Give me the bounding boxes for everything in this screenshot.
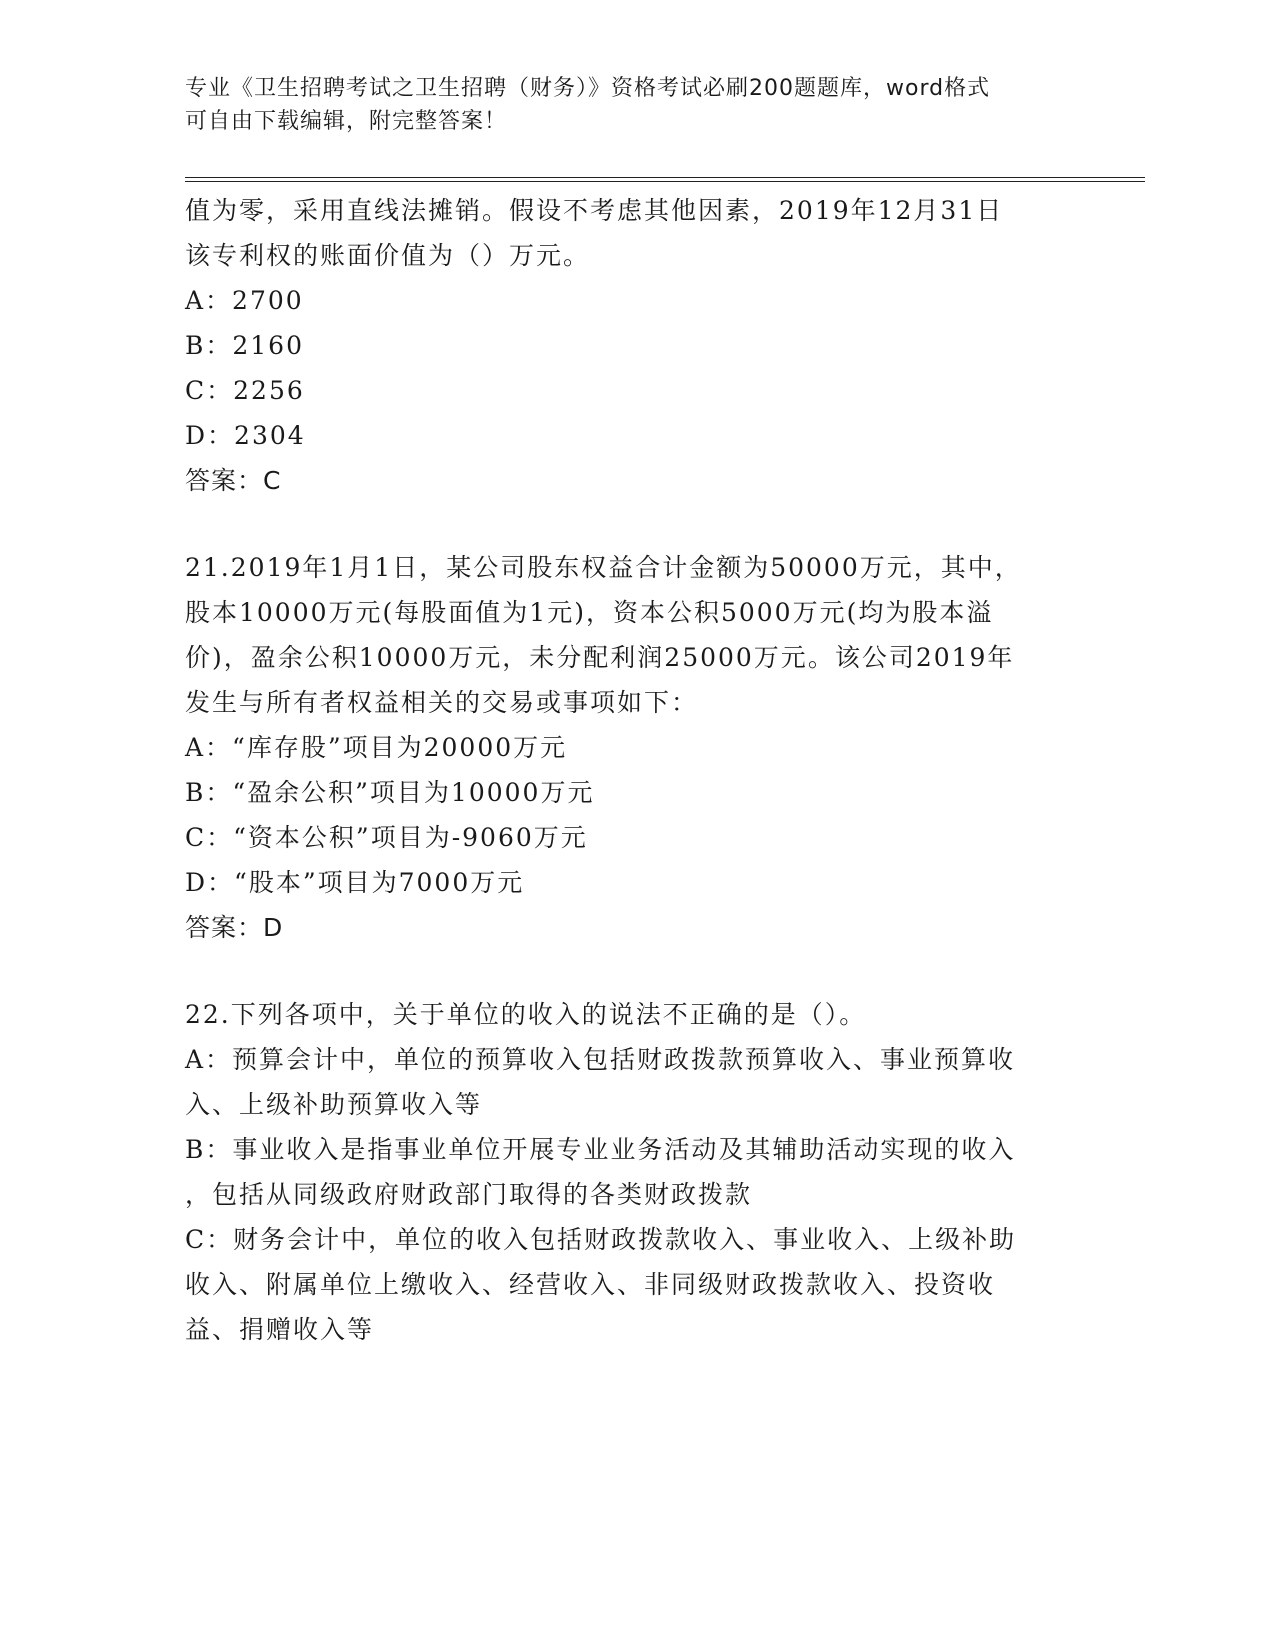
header-title-line-2: 可自由下载编辑，附完整答案！ [185, 109, 508, 134]
q21-option-a: A：“库存股”项目为20000万元 [185, 733, 568, 762]
q21-stem-line: 股本10000万元(每股面值为1元)，资本公积5000万元(均为股本溢 [185, 598, 994, 627]
header-divider [185, 177, 1145, 182]
q21-option-b: B：“盈余公积”项目为10000万元 [185, 778, 595, 807]
q20-answer: 答案：C [185, 466, 282, 495]
question-spacer [185, 950, 1085, 992]
page-header [185, 72, 1065, 138]
q21-stem-line: 21.2019年1月1日，某公司股东权益合计金额为50000万元，其中， [185, 553, 1022, 582]
q22-option-c-cont: 益、捐赠收入等 [185, 1315, 375, 1344]
q20-stem-line: 该专利权的账面价值为（）万元。 [185, 241, 591, 270]
q21-stem-line: 发生与所有者权益相关的交易或事项如下： [185, 688, 699, 717]
header-title-line-1: 专业《卫生招聘考试之卫生招聘（财务）》资格考试必刷200题题库，word格式 [185, 76, 991, 101]
q20-option-b: B：2160 [185, 331, 304, 360]
q20-stem-line: 值为零，采用直线法摊销。假设不考虑其他因素，2019年12月31日 [185, 196, 1004, 225]
q22-option-b: B：事业收入是指事业单位开展专业业务活动及其辅助活动实现的收入 [185, 1135, 1016, 1164]
q20-option-d: D：2304 [185, 421, 306, 450]
q21-stem-line: 价)，盈余公积10000万元，未分配利润25000万元。该公司2019年 [185, 643, 1015, 672]
document-body [185, 188, 1085, 1352]
q21-option-d: D：“股本”项目为7000万元 [185, 868, 525, 897]
q21-answer: 答案：D [185, 913, 284, 942]
q22-option-c: C：财务会计中，单位的收入包括财政拨款收入、事业收入、上级补助 [185, 1225, 1017, 1254]
q21-option-c: C：“资本公积”项目为-9060万元 [185, 823, 588, 852]
q20-option-c: C：2256 [185, 376, 305, 405]
q20-option-a: A：2700 [185, 286, 304, 315]
q22-option-a: A：预算会计中，单位的预算收入包括财政拨款预算收入、事业预算收 [185, 1045, 1016, 1074]
q22-stem-line: 22.下列各项中，关于单位的收入的说法不正确的是（）。 [185, 1000, 867, 1029]
q22-option-c-cont: 收入、附属单位上缴收入、经营收入、非同级财政拨款收入、投资收 [185, 1270, 996, 1299]
q22-option-b-cont: ，包括从同级政府财政部门取得的各类财政拨款 [185, 1180, 753, 1209]
q22-option-a-cont: 入、上级补助预算收入等 [185, 1090, 483, 1119]
question-spacer [185, 503, 1085, 545]
